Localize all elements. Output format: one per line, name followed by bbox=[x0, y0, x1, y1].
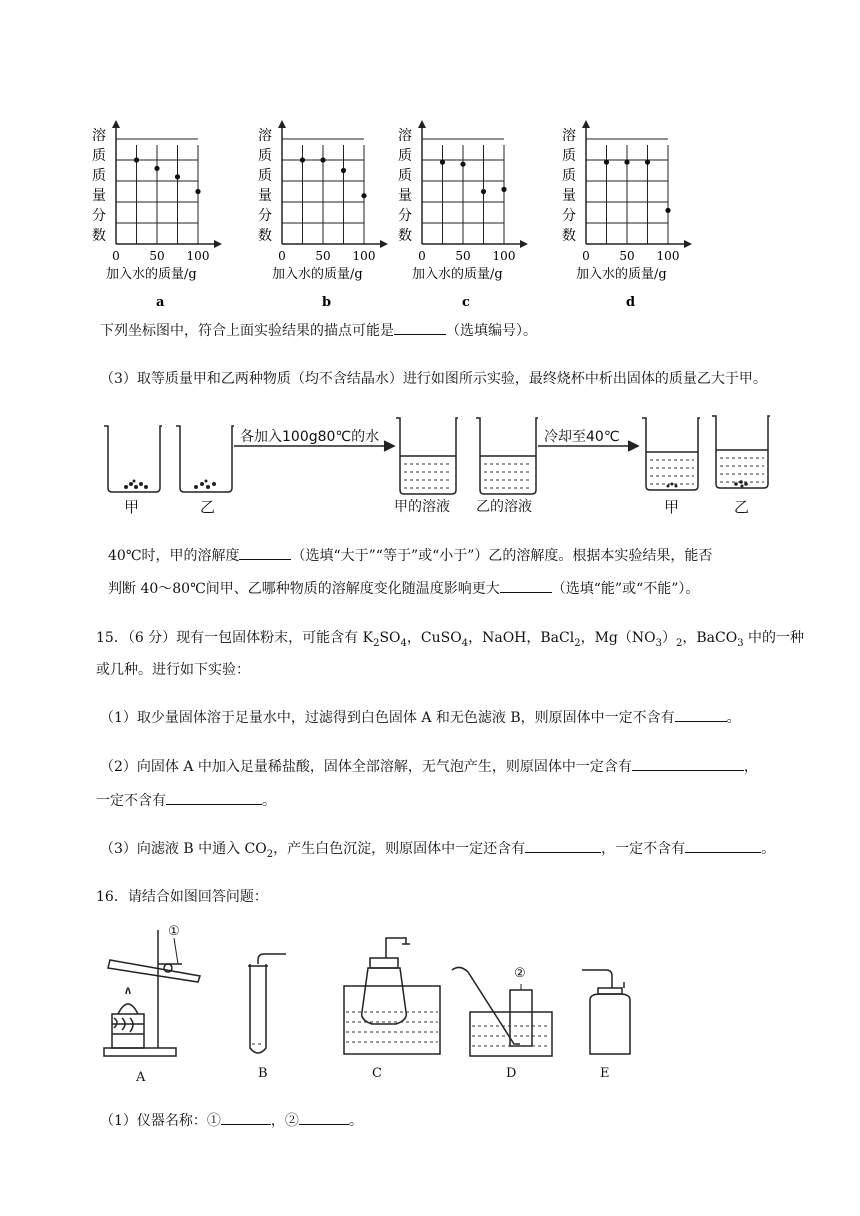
q15-part3 bbox=[100, 838, 775, 860]
data-point bbox=[320, 157, 325, 162]
answer-blank[interactable] bbox=[166, 790, 262, 805]
q16-1-text: （1）仪器名称： bbox=[100, 1113, 207, 1129]
q14-3-a2: （选填“大于”“等于”或“小于”）乙的溶解度。根据本实验结果，能否 bbox=[291, 548, 713, 564]
graph-c bbox=[398, 118, 548, 318]
q15-head-c: ，CuSO bbox=[406, 630, 462, 646]
q15-head-h: 中的一种 bbox=[743, 630, 805, 646]
label-jia: 甲 bbox=[124, 498, 140, 516]
data-point bbox=[175, 174, 180, 179]
q15-sub: 4 bbox=[400, 637, 407, 649]
test-tube-b bbox=[250, 964, 266, 1053]
q14-3-b2: （选填“能”或“不能”）。 bbox=[551, 581, 700, 597]
data-point bbox=[501, 187, 506, 192]
y-axis-arrow bbox=[278, 120, 286, 128]
graph-id-label: c bbox=[462, 295, 470, 310]
data-point bbox=[645, 160, 650, 165]
x-tick-label: 50 bbox=[455, 249, 471, 263]
q16-part1 bbox=[100, 1110, 363, 1130]
x-tick-label: 100 bbox=[656, 249, 680, 263]
y-axis-label-char: 分 bbox=[398, 208, 412, 224]
graph-id-label: b bbox=[322, 295, 332, 310]
trough-d bbox=[470, 1012, 552, 1056]
graph-c-svg bbox=[398, 118, 548, 318]
answer-blank[interactable] bbox=[525, 838, 601, 853]
cylinder-d bbox=[510, 990, 532, 1046]
y-axis-label-char: 量 bbox=[562, 188, 576, 204]
x-tick-label: 100 bbox=[186, 249, 210, 263]
x-tick-label: 0 bbox=[582, 249, 590, 263]
marker-1: ① bbox=[168, 924, 180, 939]
graph-d-svg bbox=[562, 118, 712, 318]
answer-blank[interactable] bbox=[685, 838, 761, 853]
data-point bbox=[481, 189, 486, 194]
q14-3-text: （3）取等质量甲和乙两种物质（均不含结晶水）进行如图所示实验，最终烧杯中析出固体的质量乙大于甲。 bbox=[100, 371, 767, 387]
q16-period: 。 bbox=[348, 1113, 363, 1129]
y-axis-label-char: 量 bbox=[398, 188, 412, 204]
graph-b bbox=[258, 118, 408, 318]
x-axis-arrow bbox=[684, 240, 692, 248]
q14-3-answer-line1 bbox=[108, 545, 712, 565]
label-yi-2: 乙 bbox=[734, 498, 750, 516]
y-axis-arrow bbox=[112, 120, 120, 128]
data-point bbox=[604, 160, 609, 165]
q15-head-b: SO bbox=[379, 630, 401, 646]
q14-3-a1: 40℃时，甲的溶解度 bbox=[108, 548, 240, 564]
q16-marker-2: ② bbox=[284, 1113, 299, 1129]
data-point bbox=[665, 208, 670, 213]
q15-3d: 。 bbox=[761, 841, 776, 857]
arrow1-label: 各加入100g80℃的水 bbox=[240, 429, 380, 445]
apparatus-label-c: C bbox=[372, 1066, 382, 1081]
x-tick-label: 50 bbox=[315, 249, 331, 263]
x-tick-label: 100 bbox=[352, 249, 376, 263]
data-point bbox=[460, 162, 465, 167]
q15-1-tail: 。 bbox=[726, 710, 741, 726]
q15-heading bbox=[96, 627, 804, 649]
data-point bbox=[361, 193, 366, 198]
q15-part2b bbox=[96, 790, 276, 810]
q15-1-text: （1）取少量固体溶于足量水中，过滤得到白色固体 A 和无色滤液 B，则原固体中一定不含有 bbox=[100, 710, 675, 726]
q15-head-g: ，BaCO bbox=[682, 630, 738, 646]
q15-head-f: ） bbox=[661, 630, 676, 646]
y-axis-arrow bbox=[582, 120, 590, 128]
y-axis-label-char: 数 bbox=[562, 228, 576, 244]
q14-2-text: 下列坐标图中，符合上面实验结果的描点可能是 bbox=[100, 323, 394, 339]
q14-3-b1: 判断 40～80℃间甲、乙哪种物质的溶解度变化随温度影响更大 bbox=[108, 581, 500, 597]
answer-blank[interactable] bbox=[394, 320, 446, 335]
arrow2-label: 冷却至40℃ bbox=[544, 429, 620, 445]
q15-line2: 或几种。进行如下实验： bbox=[96, 662, 250, 678]
q15-sub: 2 bbox=[675, 637, 683, 649]
x-tick-label: 50 bbox=[149, 249, 165, 263]
apparatus-label-d: D bbox=[506, 1066, 517, 1081]
y-axis-arrow bbox=[418, 120, 426, 128]
answer-blank[interactable] bbox=[221, 1110, 271, 1125]
q15-3b: ，产生白色沉淀，则原固体中一定还含有 bbox=[273, 841, 526, 857]
data-point bbox=[154, 166, 159, 171]
data-point bbox=[440, 160, 445, 165]
q15-2b-tail: 。 bbox=[262, 793, 276, 809]
q15-sub: 2 bbox=[574, 637, 581, 649]
y-axis-label-char: 质 bbox=[92, 148, 106, 164]
q15-3a: （3）向滤液 B 中通入 CO bbox=[100, 841, 267, 857]
graph-a-svg bbox=[92, 118, 242, 318]
label-sol-jia: 甲的溶液 bbox=[394, 499, 450, 515]
y-axis-label-char: 分 bbox=[258, 208, 272, 224]
graph-b-svg bbox=[258, 118, 408, 318]
y-axis-label-char: 数 bbox=[258, 228, 272, 244]
q15-part2 bbox=[100, 756, 758, 776]
q16-marker-1: ① bbox=[206, 1113, 221, 1129]
test-tube-a bbox=[108, 960, 200, 982]
y-axis-label-char: 数 bbox=[398, 228, 412, 244]
q15-sub: 2 bbox=[373, 637, 380, 649]
y-axis-label-char: 分 bbox=[562, 208, 576, 224]
y-axis-label-char: 质 bbox=[92, 168, 106, 184]
apparatus-label-e: E bbox=[600, 1066, 610, 1081]
apparatus-label-b: B bbox=[258, 1066, 268, 1081]
q15-head-e: ，Mg（NO bbox=[580, 630, 656, 646]
x-tick-label: 0 bbox=[418, 249, 426, 263]
lamp-a bbox=[112, 1014, 144, 1048]
label-sol-yi: 乙的溶液 bbox=[476, 499, 532, 515]
y-axis-label-char: 溶 bbox=[258, 128, 272, 144]
x-axis-arrow bbox=[520, 240, 528, 248]
x-tick-label: 50 bbox=[619, 249, 635, 263]
beaker-yi-cooled bbox=[712, 416, 770, 488]
x-tick-label: 0 bbox=[278, 249, 286, 263]
q16-heading: 16．请结合如图回答问题： bbox=[96, 889, 268, 905]
x-axis-label: 加入水的质量/g bbox=[412, 267, 503, 282]
y-axis-label-char: 溶 bbox=[398, 128, 412, 144]
beaker-c bbox=[344, 986, 440, 1054]
x-axis-arrow bbox=[214, 240, 222, 248]
q15-sub: 3 bbox=[655, 637, 662, 649]
x-axis-label: 加入水的质量/g bbox=[106, 267, 197, 282]
data-point bbox=[341, 168, 346, 173]
graph-id-label: d bbox=[626, 295, 636, 310]
y-axis-label-char: 质 bbox=[398, 148, 412, 164]
q15-2-tail: ， bbox=[743, 759, 758, 775]
q15-2b-text: 一定不含有 bbox=[96, 793, 166, 809]
y-axis-label-char: 量 bbox=[258, 188, 272, 204]
graph-d bbox=[562, 118, 712, 318]
data-point bbox=[300, 157, 305, 162]
y-axis-label-char: 量 bbox=[92, 188, 106, 204]
q15-head-d: ，NaOH，BaCl bbox=[468, 630, 575, 646]
stand-base bbox=[104, 1048, 176, 1056]
x-axis-arrow bbox=[380, 240, 388, 248]
q15-head-a: 15．（6 分）现有一包固体粉末，可能含有 K bbox=[96, 630, 374, 646]
label-yi: 乙 bbox=[200, 498, 216, 516]
y-axis-label-char: 质 bbox=[258, 148, 272, 164]
gas-bottle-e bbox=[590, 994, 630, 1054]
label-jia-2: 甲 bbox=[664, 498, 680, 516]
apparatus-figure bbox=[96, 924, 656, 1090]
answer-blank[interactable] bbox=[239, 545, 291, 560]
marker-2: ② bbox=[514, 966, 526, 981]
q15-3c: ，一定不含有 bbox=[601, 841, 686, 857]
graph-a bbox=[92, 118, 242, 318]
answer-blank[interactable] bbox=[675, 707, 727, 722]
y-axis-label-char: 质 bbox=[562, 148, 576, 164]
y-axis-label-char: 质 bbox=[258, 168, 272, 184]
data-point bbox=[195, 189, 200, 194]
x-tick-label: 100 bbox=[492, 249, 516, 263]
graph-id-label: a bbox=[156, 295, 165, 310]
answer-blank[interactable] bbox=[299, 1110, 349, 1125]
data-point bbox=[624, 160, 629, 165]
answer-blank[interactable] bbox=[632, 756, 744, 771]
flask-c bbox=[362, 968, 407, 1024]
q14-3-line bbox=[100, 368, 767, 388]
q15-sub: 3 bbox=[737, 637, 744, 649]
y-axis-label-char: 质 bbox=[562, 168, 576, 184]
x-tick-label: 0 bbox=[112, 249, 120, 263]
x-axis-label: 加入水的质量/g bbox=[576, 267, 667, 282]
y-axis-label-char: 数 bbox=[92, 228, 106, 244]
y-axis-label-char: 分 bbox=[92, 208, 106, 224]
y-axis-label-char: 质 bbox=[398, 168, 412, 184]
beaker-figure bbox=[96, 412, 786, 522]
q15-part1 bbox=[100, 707, 741, 727]
data-point bbox=[134, 157, 139, 162]
q15-sub: 2 bbox=[266, 848, 274, 860]
q14-2-tail: （选填编号）。 bbox=[446, 323, 537, 339]
q15-2-text: （2）向固体 A 中加入足量稀盐酸，固体全部溶解，无气泡产生，则原固体中一定含有 bbox=[100, 759, 632, 775]
apparatus-label-a: A bbox=[136, 1070, 146, 1085]
x-axis-label: 加入水的质量/g bbox=[272, 267, 363, 282]
q14-3-answer-line2 bbox=[108, 578, 699, 598]
answer-blank[interactable] bbox=[500, 578, 552, 593]
q15-sub: 4 bbox=[461, 637, 469, 649]
q14-2-line bbox=[100, 320, 537, 340]
beaker-jia-cooled bbox=[642, 418, 700, 490]
q16-comma: ， bbox=[270, 1113, 285, 1129]
y-axis-label-char: 溶 bbox=[562, 128, 576, 144]
y-axis-label-char: 溶 bbox=[92, 128, 106, 144]
